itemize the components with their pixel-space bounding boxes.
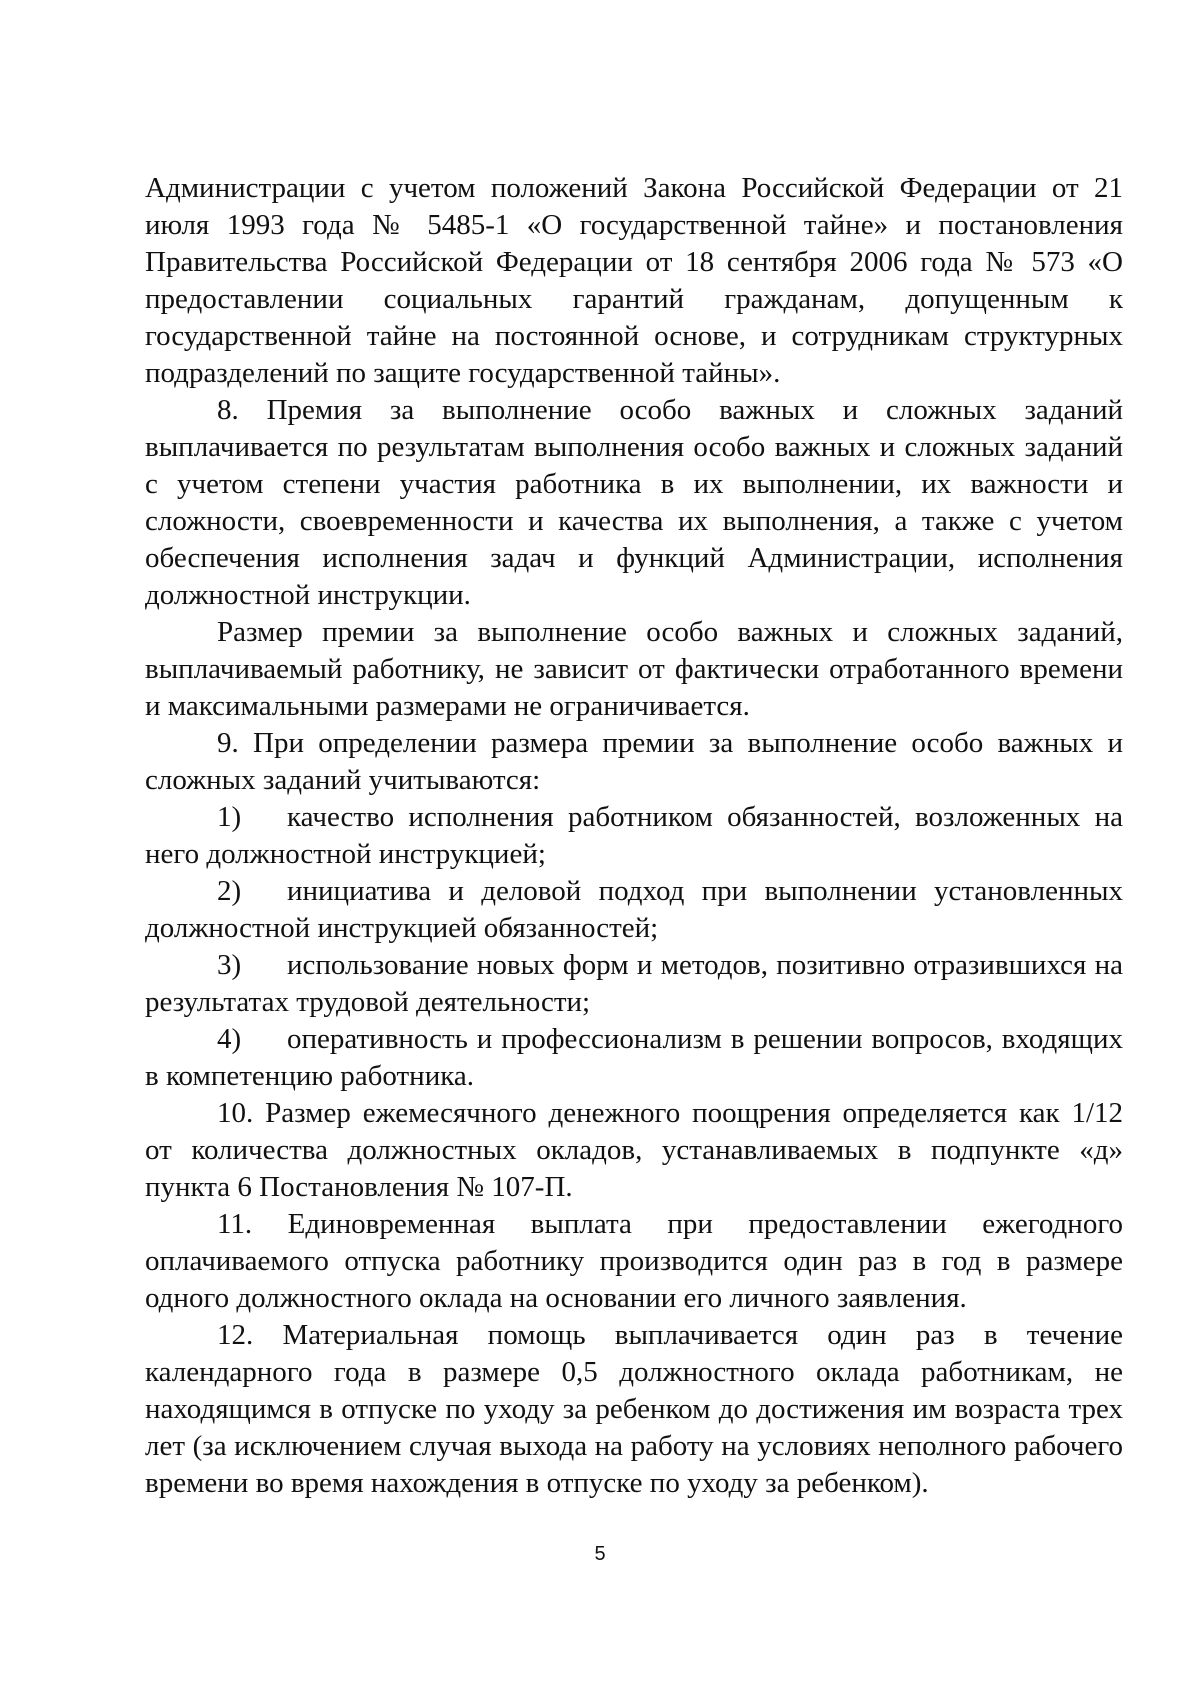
list-number: 1) xyxy=(217,801,242,833)
paragraph-item-9: 9. При определении размера премии за выполнение особо важных и сложных заданий учитываются: xyxy=(145,727,1123,796)
page-number: 5 xyxy=(594,1543,606,1565)
paragraph-item-10: 10. Размер ежемесячного денежного поощрения определяется как 1/12 от количества должностных окладов, устанавливаемых в подпункте «д» пункта 6 Постановления № 107-П. xyxy=(145,1097,1123,1203)
paragraph-premium-size: Размер премии за выполнение особо важных и сложных заданий, выплачиваемый работнику, не зависит от фактически отработанного времени и максимальными размерами не ограничивается. xyxy=(145,616,1123,722)
document-body xyxy=(145,170,1123,1502)
paragraph-item-11: 11. Единовременная выплата при предоставлении ежегодного оплачиваемого отпуска работнику производится один раз в год в размере одного должностного оклада на основании его личного заявления. xyxy=(145,1208,1123,1314)
list-text: использование новых форм и методов, позитивно отразившихся на результатах трудовой деятельности; xyxy=(145,949,1123,1018)
list-text: оперативность и профессионализм в решении вопросов, входящих в компетенцию работника. xyxy=(145,1023,1123,1092)
list-number: 2) xyxy=(217,875,242,907)
list-item-2 xyxy=(145,873,1123,947)
list-item-3 xyxy=(145,947,1123,1021)
paragraph-item-8: 8. Премия за выполнение особо важных и сложных заданий выплачивается по результатам выполнения особо важных и сложных заданий с учетом степени участия работника в их выполнении, их важности и сложности, своевременности и качества их выполнения, а также с учетом обеспечения исполнения задач и функций Администрации, исполнения должностной инструкции. xyxy=(145,394,1123,611)
list-item-1 xyxy=(145,799,1123,873)
paragraph-continuation: Администрации с учетом положений Закона Российской Федерации от 21 июля 1993 года № 5485-1 «О государственной тайне» и постановления Правительства Российской Федерации от 18 сентября 2006 года № 573 «О предоставлении социальных гарантий гражданам, допущенным к государственной тайне на постоянной основе, и сотрудникам структурных подразделений по защите государственной тайны». xyxy=(145,172,1123,389)
paragraph-item-12: 12. Материальная помощь выплачивается один раз в течение календарного года в размере 0,5 должностного оклада работникам, не находящимся в отпуске по уходу за ребенком до достижения им возраста трех лет (за исключением случая выхода на работу на условиях неполного рабочего времени во время нахождения в отпуске по уходу за ребенком). xyxy=(145,1319,1123,1499)
list-item-4 xyxy=(145,1021,1123,1095)
list-text: инициатива и деловой подход при выполнении установленных должностной инструкцией обязанностей; xyxy=(145,875,1123,944)
list-text: качество исполнения работником обязанностей, возложенных на него должностной инструкцией; xyxy=(145,801,1123,870)
list-number: 3) xyxy=(217,949,242,981)
list-number: 4) xyxy=(217,1023,242,1055)
